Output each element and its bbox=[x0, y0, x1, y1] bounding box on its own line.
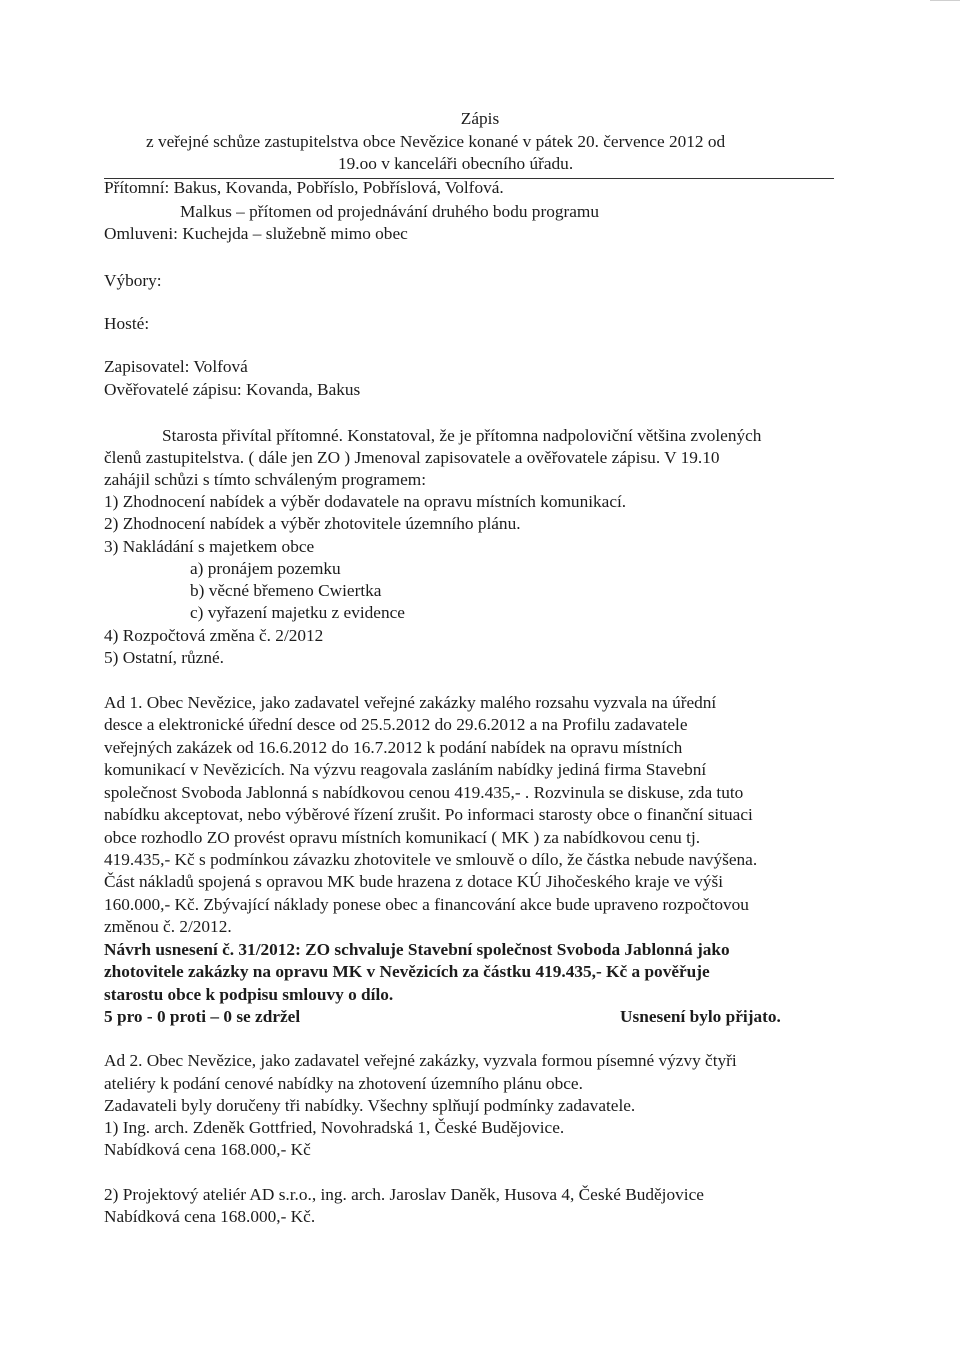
ad1-line-11: změnou č. 2/2012. bbox=[104, 917, 232, 936]
agenda-subitem-c: c) vyřazení majetku z evidence bbox=[190, 603, 405, 622]
excused-members: Omluveni: Kuchejda – služebně mimo obec bbox=[104, 224, 408, 243]
agenda-item-4: 4) Rozpočtová změna č. 2/2012 bbox=[104, 626, 324, 645]
ad1-line-4: komunikací v Nevězicích. Na výzvu reagovala zasláním nabídky jediná firma Stavební bbox=[104, 760, 707, 779]
ad1-line-10: 160.000,- Kč. Zbývající náklady ponese obec a financování akce bude upraveno rozpočtovou bbox=[104, 895, 749, 914]
minutes-verifiers: Ověřovatelé zápisu: Kovanda, Bakus bbox=[104, 380, 361, 399]
ad1-line-3: veřejných zakázek od 16.6.2012 do 16.7.2012 k podání nabídek na opravu místních bbox=[104, 738, 683, 757]
resolution-line-2: zhotovitele zakázky na opravu MK v Nevězicích za částku 419.435,- Kč a pověřuje bbox=[104, 962, 710, 981]
ad1-line-6: nabídku akceptovat, nebo výběrové řízení zrušit. Po informaci starosty obce o finanční situaci bbox=[104, 805, 753, 824]
present-note: Malkus – přítomen od projednávání druhého bodu programu bbox=[180, 202, 599, 221]
document-title: Zápis bbox=[460, 109, 500, 128]
present-members: Přítomní: Bakus, Kovanda, Pobříslo, Pobříslová, Volfová. bbox=[104, 178, 504, 197]
resolution-line-3: starostu obce k podpisu smlouvy o dílo. bbox=[104, 985, 394, 1004]
subtitle-line-2: 19.oo v kanceláři obecního úřadu. bbox=[338, 154, 574, 173]
ad2-line-3: Zadavateli byly doručeny tři nabídky. Všechny splňují podmínky zadavatele. bbox=[104, 1096, 636, 1115]
ad2-line-2: ateliéry k podání cenové nabídky na zhotovení územního plánu obce. bbox=[104, 1074, 583, 1093]
guests-label: Hosté: bbox=[104, 314, 150, 333]
ad2-offer-1: 1) Ing. arch. Zdeněk Gottfried, Novohradská 1, České Budějovice. bbox=[104, 1118, 565, 1137]
recorder: Zapisovatel: Volfová bbox=[104, 357, 248, 376]
agenda-item-2: 2) Zhodnocení nabídek a výběr zhotovitele územního plánu. bbox=[104, 514, 521, 533]
agenda-subitem-b: b) věcné břemeno Cwiertka bbox=[190, 581, 382, 600]
ad2-offer-1-price: Nabídková cena 168.000,- Kč bbox=[104, 1140, 311, 1159]
opening-line-2: členů zastupitelstva. ( dále jen ZO ) Jmenoval zapisovatele a ověřovatele zápisu. V 19.10 bbox=[104, 448, 720, 467]
ad1-line-7: obce rozhodlo ZO provést opravu místních komunikací ( MK ) za nabídkovou cenu tj. bbox=[104, 828, 701, 847]
scan-artifact bbox=[930, 0, 960, 1]
opening-line-1: Starosta přivítal přítomné. Konstatoval, že je přítomna nadpoloviční většina zvolených bbox=[162, 426, 762, 445]
subtitle-line-1: z veřejné schůze zastupitelstva obce Nevězice konané v pátek 20. července 2012 od bbox=[146, 132, 726, 151]
ad1-line-1: Ad 1. Obec Nevězice, jako zadavatel veřejné zakázky malého rozsahu vyzvala na úřední bbox=[104, 693, 717, 712]
ad1-line-2: desce a elektronické úřední desce od 25.5.2012 do 29.6.2012 a na Profilu zadavatele bbox=[104, 715, 688, 734]
vote-count: 5 pro - 0 proti – 0 se zdržel bbox=[104, 1007, 301, 1026]
agenda-item-1: 1) Zhodnocení nabídek a výběr dodavatele na opravu místních komunikací. bbox=[104, 492, 627, 511]
resolution-line-1: Návrh usnesení č. 31/2012: ZO schvaluje Stavební společnost Svoboda Jablonná jako bbox=[104, 940, 730, 959]
ad2-line-1: Ad 2. Obec Nevězice, jako zadavatel veřejné zakázky, vyzvala formou písemné výzvy čtyři bbox=[104, 1051, 737, 1070]
agenda-item-3: 3) Nakládání s majetkem obce bbox=[104, 537, 315, 556]
ad1-line-5: společnost Svoboda Jablonná s nabídkovou cenou 419.435,- . Rozvinula se diskuse, zda tuto bbox=[104, 783, 744, 802]
ad2-offer-2: 2) Projektový ateliér AD s.r.o., ing. arch. Jaroslav Daněk, Husova 4, České Budějovice bbox=[104, 1185, 704, 1204]
vote-result: Usnesení bylo přijato. bbox=[620, 1007, 781, 1026]
ad1-line-9: Část nákladů spojená s opravou MK bude hrazena z dotace KÚ Jihočeského kraje ve výši bbox=[104, 872, 724, 891]
committees-label: Výbory: bbox=[104, 271, 162, 290]
agenda-subitem-a: a) pronájem pozemku bbox=[190, 559, 341, 578]
opening-line-3: zahájil schůzi s tímto schváleným programem: bbox=[104, 470, 427, 489]
ad2-offer-2-price: Nabídková cena 168.000,- Kč. bbox=[104, 1207, 316, 1226]
agenda-item-5: 5) Ostatní, různé. bbox=[104, 648, 224, 667]
ad1-line-8: 419.435,- Kč s podmínkou závazku zhotovitele ve smlouvě o dílo, že částka nebude navýšena. bbox=[104, 850, 758, 869]
